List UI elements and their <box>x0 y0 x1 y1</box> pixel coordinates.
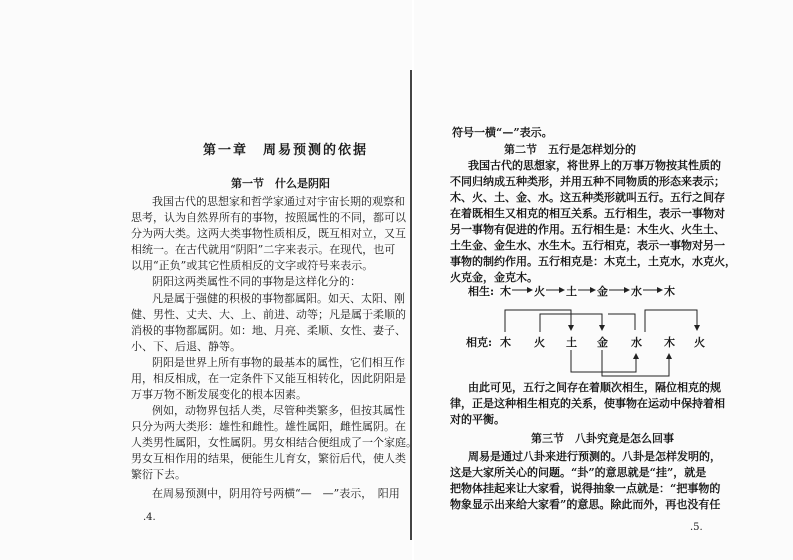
left-line: 凡是属于强健的积极的事物都属阳。如天、太阳、刚 <box>152 292 405 305</box>
left-line: 消极的事物都属阴。如：地、月亮、柔顺、女性、妻子、 <box>131 324 406 337</box>
sheng-item: 土 <box>566 285 577 298</box>
section3-title: 第三节 八卦究竟是怎么回事 <box>531 432 674 445</box>
left-line: 男女互相作用的结果，便能生儿育女，繁衍后代，使人类 <box>131 452 406 465</box>
right-line: 律，正是这种相生相克的关系，使事物在运动中保持着相 <box>450 397 725 410</box>
sheng-item: 水 <box>631 285 642 298</box>
ke-label: 相克: <box>466 336 493 349</box>
left-page-number: .4. <box>143 512 156 523</box>
sheng-item: 金 <box>597 285 608 298</box>
ke-upper-brackets <box>505 310 697 332</box>
right-line: 火克金，金克木。 <box>450 271 538 284</box>
left-line: 相统一。在古代就用“阴阳”二字来表示。在现代，也可 <box>131 243 396 256</box>
sheng-item: 火 <box>534 285 545 298</box>
sheng-item: 木 <box>500 285 511 298</box>
sheng-item: 木 <box>664 285 675 298</box>
left-line: 繁衍下去。 <box>131 468 186 481</box>
left-line: 分为两大类。这两大类事物性质相反，既互相对立，又互 <box>131 227 406 240</box>
right-line: 把物体挂起来让大家看，说得抽象一点就是：“把事物的 <box>450 482 721 495</box>
left-line: 小、下、后退、静等。 <box>131 340 241 353</box>
right-page-number: .5. <box>690 522 703 533</box>
left-line: 健、男性、丈夫、大、上、前进、动等；凡是属于柔顺的 <box>131 308 406 321</box>
right-line: 土生金、金生水、水生木。五行相克，表示一事物对另一 <box>450 239 725 252</box>
left-line: 万事万物不断发展变化的根本因素。 <box>131 388 307 401</box>
sheng-label: 相生: <box>468 285 495 298</box>
left-line: 例如，动物界包括人类，尽管种类繁多，但按其属性 <box>152 404 405 417</box>
left-line: 我国古代的思想家和哲学家通过对宇宙长期的观察和 <box>152 195 405 208</box>
left-line: 以用“正负”或其它性质相反的文字或符号来表示。 <box>131 259 374 272</box>
ke-item: 木 <box>664 336 675 349</box>
right-line: 我国古代的思想家，将世界上的万事万物按其性质的 <box>468 159 721 172</box>
left-line: 阴阳是世界上所有事物的最基本的属性，它们相互作 <box>152 356 405 369</box>
right-line: 周易是通过八卦来进行预测的。八卦是怎样发明的， <box>468 450 721 463</box>
right-line: 不同归纳成五种类形，并用五种不同物质的形态来表示； <box>450 175 725 188</box>
right-line: 物象显示出来给大家看”的意思。除此而外，再也没有任 <box>450 498 721 511</box>
right-line: 事物的制约作用。五行相克是：木克土，土克水，水克火， <box>450 255 736 268</box>
right-line: 木、火、土、金、水。这五种类形就叫五行。五行之间存 <box>450 191 725 204</box>
section2-title: 第二节 五行是怎样划分的 <box>504 143 636 156</box>
section-title: 第一节 什么是阴阳 <box>231 177 330 190</box>
left-line: 思考，认为自然界所有的事物，按照属性的不同，都可以 <box>131 211 406 224</box>
ke-item: 水 <box>631 336 642 349</box>
ke-item: 火 <box>534 336 545 349</box>
right-line: 对的平衡。 <box>450 413 505 426</box>
ke-item: 金 <box>597 336 608 349</box>
left-line: 在周易预测中，阴用符号两横“— —”表示， 阳用 <box>152 487 400 500</box>
ke-lower-brackets <box>571 350 669 376</box>
right-line: 这是大家所关心的问题。“卦”的意思就是“挂”，就是 <box>450 466 707 479</box>
ke-item: 土 <box>566 336 577 349</box>
left-line: 用，相反相成，在一定条件下又能互相转化，因此阴阳是 <box>131 372 406 385</box>
ke-item: 火 <box>694 336 705 349</box>
left-line: 阴阳这两类属性不同的事物是这样化分的： <box>152 275 361 288</box>
right-top-line: 符号一横“—”表示。 <box>452 126 553 139</box>
right-line: 由此可见，五行之间存在着顺次相生，隔位相克的规 <box>468 381 721 394</box>
ke-item: 木 <box>500 336 511 349</box>
right-line: 在着既相生又相克的相互关系。五行相生，表示一事物对 <box>450 207 725 220</box>
right-line: 另一事物有促进的作用。五行相生是：木生火、火生土、 <box>450 223 725 236</box>
chapter-title: 第一章 周易预测的依据 <box>203 143 369 158</box>
left-line: 人类男性属阳，女性属阴。男女相结合便组成了一个家庭。 <box>131 436 417 449</box>
left-line: 只分为两大类形：雄性和雌性。雄性属阳，雌性属阴。在 <box>131 420 406 433</box>
